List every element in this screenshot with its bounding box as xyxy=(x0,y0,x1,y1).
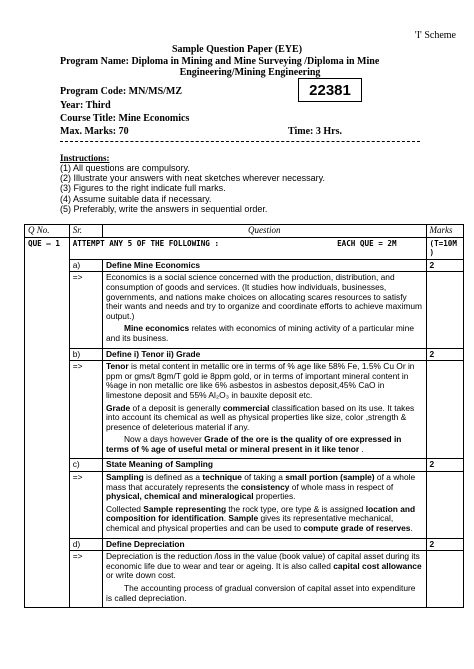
question-title: State Meaning of Sampling xyxy=(103,459,427,472)
instruction-item: (4) Assume suitable data if necessary. xyxy=(60,193,212,204)
answer-text-span: . xyxy=(223,513,229,524)
answer-row xyxy=(25,551,464,608)
question-row xyxy=(25,259,464,272)
answer-bold: Sample xyxy=(228,513,259,524)
answer-text-span: . xyxy=(359,443,364,454)
answer-paragraph xyxy=(106,362,423,400)
answer-text-span: Collected xyxy=(106,503,144,514)
answer-text-span: of whole mass in respect of xyxy=(289,481,394,492)
answer-text-span: Depreciation is the reduction /loss in the value (book value) of capital asset during its economic life due to wear and tear or ageing. It is also called xyxy=(106,551,420,571)
answer-paragraph xyxy=(106,404,423,433)
answer-bold: Sample representing xyxy=(143,503,227,514)
answer-marks-cell xyxy=(426,551,463,608)
answer-paragraph: The accounting process of gradual conversion of capital asset into expenditure is called depreciation. xyxy=(106,583,416,603)
divider xyxy=(60,141,420,142)
answer-row xyxy=(25,472,464,539)
answer-text xyxy=(103,472,427,539)
answer-text xyxy=(103,361,427,459)
answer-bold: Tenor xyxy=(106,361,129,372)
question-row xyxy=(25,348,464,361)
question-sr: d) xyxy=(69,538,102,551)
answer-bold: location and composition for identification xyxy=(106,503,416,524)
answer-marks-cell xyxy=(426,272,463,348)
answer-bold: Sampling xyxy=(106,472,144,483)
header-qno: Q No. xyxy=(25,225,70,238)
answer-text-span: gives its representative mechanical, chemical and physical properties and can be used to xyxy=(106,513,394,534)
question-row xyxy=(25,538,464,551)
answer-bold: Grade of the ore is the quality of ore expressed in terms of % age of useful metal or mineral present in it like tenor xyxy=(106,434,402,454)
que1-attempt-text: ATTEMPT ANY 5 OF THE FOLLOWING : xyxy=(72,238,220,248)
program-name xyxy=(60,56,380,78)
answer-paragraph: Economics is a social science concerned with the production, distribution, and consumption of goods and services. (It studies how individuals, businesses, governments, and nations make choices on allocating scares resources to satisfy their wants and needs and try to organize and coordinate efforts to achieve maximum output.) xyxy=(106,272,422,321)
answer-paragraph xyxy=(106,473,423,502)
paper-title: Sample Question Paper (EYE) xyxy=(171,44,303,55)
question-sr: a) xyxy=(69,259,102,272)
answer-text-span: Now a days however xyxy=(124,434,205,445)
answer-paragraph xyxy=(106,435,423,454)
program-name-line2: Engineering/Mining Engineering xyxy=(179,67,321,78)
answer-paragraph xyxy=(106,552,423,581)
answer-arrow: => xyxy=(69,361,102,459)
answer-bold: commercial xyxy=(222,402,270,413)
scheme-label: 'I' Scheme xyxy=(414,30,456,41)
answer-text-span: or write down cost. xyxy=(106,570,176,581)
answer-arrow: => xyxy=(69,272,102,348)
question-title: Define i) Tenor ii) Grade xyxy=(103,348,427,361)
answer-arrow: => xyxy=(69,472,102,539)
que1-row xyxy=(25,237,464,259)
answer-bold: physical, chemical and mineralogical xyxy=(106,491,254,502)
answer-text-span: of a whole mass that accurately represents the xyxy=(106,472,416,492)
time-allowed: Time: 3 Hrs. xyxy=(288,126,342,137)
question-marks: 2 xyxy=(426,538,463,551)
question-row xyxy=(25,459,464,472)
answer-row xyxy=(25,272,464,348)
table-header-row xyxy=(25,225,464,238)
que1-number: QUE – 1 xyxy=(25,237,70,608)
answer-marks-cell xyxy=(426,361,463,459)
answer-text-span: . xyxy=(410,523,413,534)
program-name-line1: Program Name: Diploma in Mining and Mine Surveying /Diploma in Mine xyxy=(60,56,380,67)
answer-text-span: classification based on its use. It takes into account its chemical as well as physical properties like size, color ,strength & presence of deleterious material if any. xyxy=(106,402,415,432)
answer-text-span: is metal content in metallic ore in terms of % age like 58% Fe, 1.5% Cu Or in ppm or gms/t 8gm/T gold ie 8ppm gold, or in terms of important mineral content in %age in non metallic ore like 6% asbestos in asbestos deposit,45% CaO in limestone deposit and 55% Al₂O₃ in bauxite deposit etc. xyxy=(106,361,415,400)
question-marks: 2 xyxy=(426,348,463,361)
question-table xyxy=(24,224,464,608)
answer-text-span: of taking a xyxy=(241,472,286,483)
answer-paragraph xyxy=(106,324,423,343)
instruction-item: (2) Illustrate your answers with neat sketches wherever necessary. xyxy=(60,173,325,184)
answer-row xyxy=(25,361,464,459)
answer-bold: small portion (sample) xyxy=(285,472,375,483)
answer-bold: Grade xyxy=(106,402,131,413)
max-marks: Max. Marks: 70 xyxy=(60,126,129,137)
program-code: Program Code: MN/MS/MZ xyxy=(60,86,183,97)
question-marks: 2 xyxy=(426,259,463,272)
question-sr: c) xyxy=(69,459,102,472)
answer-text-span: of a deposit is generally xyxy=(130,402,223,413)
answer-bold: compute grade of reserves xyxy=(303,523,411,534)
answer-text-span: properties. xyxy=(253,491,296,502)
answer-bold: Mine economics xyxy=(124,323,190,334)
question-title: Define Depreciation xyxy=(103,538,427,551)
question-title: Define Mine Economics xyxy=(103,259,427,272)
question-sr: b) xyxy=(69,348,102,361)
instructions-list xyxy=(60,163,325,214)
answer-bold: consistency xyxy=(241,481,290,492)
header-marks: Marks xyxy=(426,225,463,238)
answer-paragraph xyxy=(106,505,423,534)
que1-each-marks: EACH QUE = 2M xyxy=(337,238,397,248)
answer-text-span: the rock type, ore type & is assigned xyxy=(226,503,366,514)
instruction-item: (3) Figures to the right indicate full marks. xyxy=(60,183,226,194)
answer-text-span: is defined as a xyxy=(143,472,203,483)
answer-marks-cell xyxy=(426,472,463,539)
que1-instruction xyxy=(69,237,426,259)
course-title: Course Title: Mine Economics xyxy=(60,113,190,124)
answer-text xyxy=(103,272,427,348)
answer-arrow: => xyxy=(69,551,102,608)
header-sr: Sr. xyxy=(69,225,102,238)
subject-code-box: 22381 xyxy=(298,78,362,102)
instruction-item: (5) Preferably, write the answers in sequential order. xyxy=(60,203,268,214)
answer-text-span: relates with economics of mining activity of a particular mine and its business. xyxy=(106,323,414,343)
question-marks: 2 xyxy=(426,459,463,472)
year: Year: Third xyxy=(60,100,111,111)
instruction-item: (1) All questions are compulsory. xyxy=(60,163,190,173)
instructions-heading: Instructions: xyxy=(60,153,110,163)
answer-text xyxy=(103,551,427,608)
header-question: Question xyxy=(103,225,427,238)
que1-total-marks: (T=10M ) xyxy=(426,237,463,259)
answer-bold: technique xyxy=(202,472,242,483)
answer-bold: capital cost allowance xyxy=(333,560,422,571)
